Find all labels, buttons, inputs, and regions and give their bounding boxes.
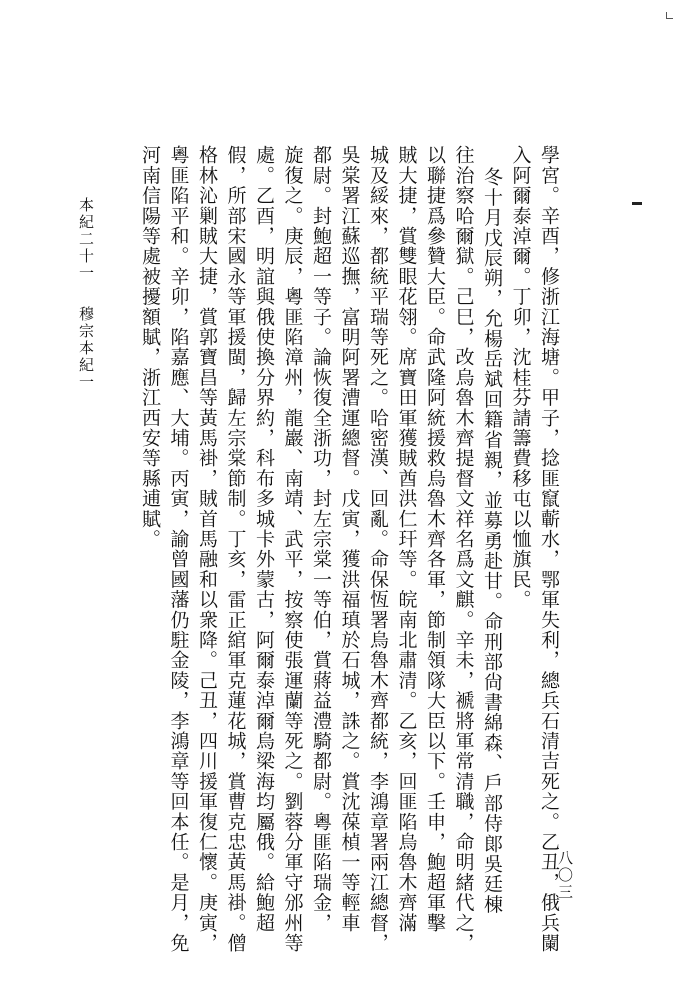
main-text-block	[136, 145, 564, 955]
text-column-11: 處。乙酉，明誼與俄使換分界約，科布多城卡外蒙古，阿爾泰淖爾烏梁海均屬俄。給鮑超	[253, 145, 275, 933]
text-column-3: 冬十月戊辰朔，允楊岳斌回籍省親，並募勇赴甘。命刑部尙書綿森、戶部侍郞吳廷棟	[481, 167, 503, 915]
text-column-13: 格林沁剿賊大捷，賞郭寶昌等黃馬褂，賊首馬融和以衆降。己丑，四川援軍復仁懷。庚寅，	[196, 145, 218, 953]
text-column-8: 吳棠署江蘇巡撫，富明阿署漕運總督。戊寅，獲洪福瑱於石城，誅之。賞沈葆楨一等輕車	[338, 145, 361, 933]
running-head-chapter: 穆宗本紀一	[77, 306, 95, 391]
text-column-15: 河南信陽等處被擾額賦，浙江西安等縣逋賦。	[139, 145, 161, 549]
text-column-4: 往治察哈爾獄。己巳，改烏魯木齊提督文祥名爲文麒。辛未，褫將軍常清職，命明緒代之，	[452, 145, 475, 953]
text-column-10: 旋復之。庚辰，粵匪陷漳州，龍巖、南靖、武平，按察使張運蘭等死之。劉蓉分軍守邠州等	[281, 145, 304, 953]
text-column-1: 學宮。辛酉，修浙江海塘。甲子，捻匪竄蘄水，鄂軍失利，總兵石清吉死之。乙丑，俄兵闌	[538, 145, 560, 953]
text-column-9: 都尉。封鮑超一等子。論恢復全浙功，封左宗棠一等伯，賞蔣益澧騎都尉。粵匪陷瑞金，	[310, 145, 332, 933]
corner-mark	[666, 12, 673, 19]
text-column-2: 入阿爾泰淖爾。丁卯，沈桂芬請籌費移屯以恤旗民。	[509, 145, 532, 610]
text-column-7: 城及綏來，都統平瑞等死之。哈密漢、回亂。命保恆署烏魯木齊都統，李鴻章署兩江總督，	[367, 145, 389, 953]
page-number: 八〇三	[556, 850, 574, 901]
running-head-volume: 本紀二十一	[77, 197, 95, 282]
running-head	[76, 197, 97, 391]
text-column-5: 以聯捷爲參贊大臣。命武隆阿統援救烏魯木齊各軍，節制領隊大臣以下。壬申，鮑超軍擊	[424, 145, 446, 933]
text-column-12: 假，所部宋國永等軍援閩，歸左宗棠節制。丁亥，雷正綰軍克蓮花城，賞曹克忠黃馬褂。僧	[224, 145, 247, 953]
text-column-14: 粵匪陷平和。辛卯，陷嘉應、大埔。丙寅，諭曾國藩仍駐金陵，李鴻章等回本任。是月，免	[167, 145, 190, 953]
text-column-6: 賊大捷，賞雙眼花翎。席寶田軍獲賊酋洪仁玕等。皖南北肅清。乙亥，回匪陷烏魯木齊滿	[395, 145, 418, 933]
margin-mark	[632, 202, 642, 205]
